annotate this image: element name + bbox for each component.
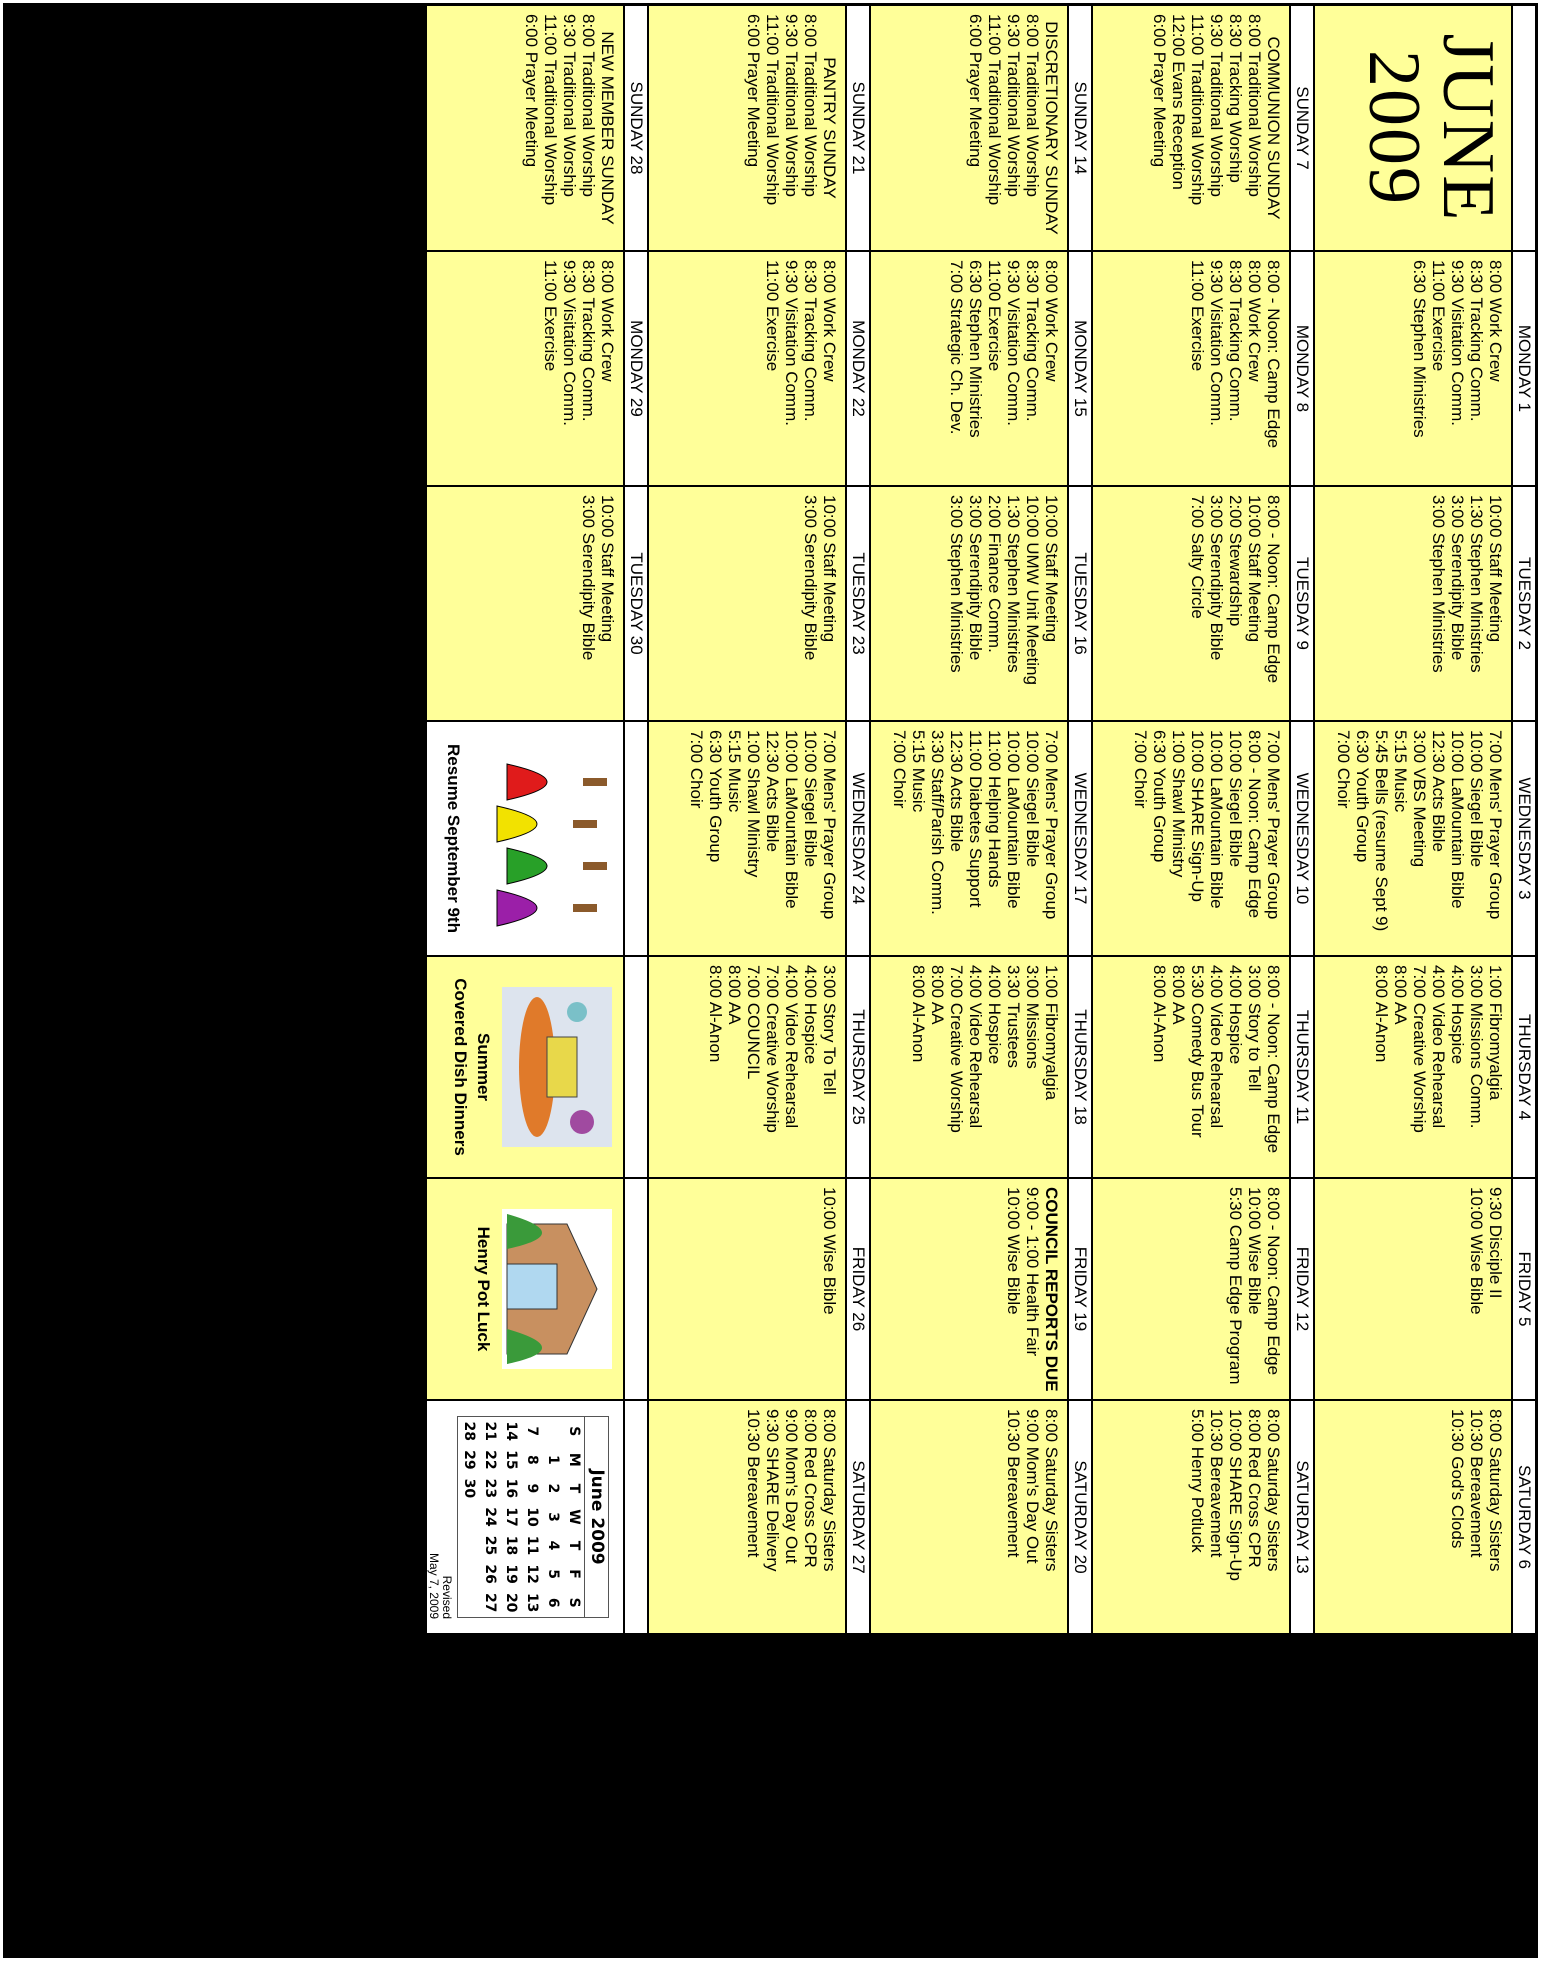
event-line: 9:00 Mom's Day Out	[782, 1409, 801, 1564]
event-line: 10:00 Staff Meeting	[598, 495, 617, 643]
event-line: 1:00 Fibromyalgia	[1042, 965, 1061, 1101]
event-line: 8:00 - Noon: Camp Edge	[1245, 730, 1264, 919]
revised-line: Revised	[440, 1575, 454, 1619]
event-line: 1:30 Stephen Ministries	[1004, 495, 1023, 673]
day-cell-wed	[1315, 722, 1511, 955]
day-header	[1513, 6, 1535, 250]
event-line: 4:00 Video Rehearsal	[782, 965, 801, 1129]
event-line: 3:00 Serendipity Bible	[966, 495, 985, 661]
event-line: 10:00 LaMountain Bible	[782, 730, 801, 909]
event-line: 7:00 Choir	[687, 730, 706, 809]
mini-day: 2	[545, 1483, 561, 1494]
event-line: 7:00 Creative Worship	[763, 965, 782, 1133]
event-line: 10:30 God's Clods	[1448, 1409, 1467, 1549]
event-line: 8:00 AA	[928, 965, 947, 1025]
event-line: 11:00 Traditional Worship	[541, 14, 560, 206]
event-line: 9:30 Traditional Worship	[560, 14, 579, 198]
event-line: 10:30 Bereavement	[1004, 1409, 1023, 1558]
day-cell-sun	[1315, 6, 1511, 250]
day-cell-sun	[649, 6, 845, 250]
day-cell-mon	[1315, 252, 1511, 485]
event-line: 6:00 Prayer Meeting	[522, 14, 541, 168]
day-cell-tue	[871, 487, 1067, 720]
event-line: 10:00 UMW Unit Meeting	[1023, 495, 1042, 685]
event-line: 8:00 Red Cross CPR	[1245, 1409, 1264, 1568]
event-line: 3:00 Stephen Ministries	[947, 495, 966, 673]
event-line: 12:30 Acts Bible	[1429, 730, 1448, 852]
day-header: SUNDAY 7	[1291, 6, 1313, 250]
month-title: JUNE	[1427, 33, 1509, 223]
sunday-title: DISCRETIONARY SUNDAY	[1042, 21, 1061, 235]
event-line: 8:00 Al-Anon	[1150, 965, 1169, 1063]
event-line: 10:00 LaMountain Bible	[1207, 730, 1226, 909]
day-cell-tue	[649, 487, 845, 720]
day-header: THURSDAY 11	[1291, 957, 1313, 1177]
day-cell-fri	[1093, 1179, 1289, 1399]
event-line: 3:00 Story To Tell	[820, 965, 839, 1095]
mini-day	[542, 1417, 563, 1446]
mini-day: 26	[482, 1564, 498, 1584]
day-cell-mon	[871, 252, 1067, 485]
event-line: 8:00 Saturday Sisters	[820, 1409, 839, 1572]
event-line: 10:30 Bereavement	[1467, 1409, 1486, 1558]
event-line: 8:30 Tracking Comm.	[1226, 260, 1245, 422]
event-line: 6:30 Stephen Ministries	[1410, 260, 1429, 438]
day-header: THURSDAY 25	[847, 957, 869, 1177]
sunday-title: PANTRY SUNDAY	[820, 57, 839, 199]
event-line: 11:00 Helping Hands	[985, 730, 1004, 888]
event-line: 6:30 Youth Group	[706, 730, 725, 863]
event-line: 8:00 Work Crew	[598, 260, 617, 382]
event-line: 4:00 Hospice	[985, 965, 1004, 1065]
mini-day: 30	[461, 1478, 477, 1499]
event-line: 3:00 Stephen Ministries	[1429, 495, 1448, 673]
event-line: 8:30 Tracking Comm.	[579, 260, 598, 422]
event-line: 10:00 Staff Meeting	[820, 495, 839, 643]
event-line: 10:00 Staff Meeting	[1042, 495, 1061, 643]
event-line: 6:00 Prayer Meeting	[744, 14, 763, 168]
mini-day: 29	[461, 1450, 477, 1470]
mini-day: 25	[482, 1535, 498, 1556]
mini-day: 21	[482, 1421, 498, 1442]
sunday-title: NEW MEMBER SUNDAY	[598, 31, 617, 225]
event-line: 10:00 Siegel Bible	[1467, 730, 1486, 868]
event-line: 8:00 Al-Anon	[706, 965, 725, 1063]
event-line: 8:00 - Noon: Camp Edge	[1264, 1187, 1283, 1376]
mini-day: 5	[545, 1569, 561, 1579]
mini-day: 3	[545, 1512, 561, 1522]
mini-day: 12	[524, 1564, 540, 1584]
day-header: WEDNESDAY 10	[1291, 722, 1313, 955]
day-header: TUESDAY 23	[847, 487, 869, 720]
day-cell-wed	[427, 722, 623, 955]
mini-day: 4	[545, 1540, 561, 1551]
day-cell-thu	[1093, 957, 1289, 1177]
day-cell-tue	[427, 487, 623, 720]
event-line: 8:00 Work Crew	[1486, 260, 1505, 382]
day-header: FRIDAY 26	[847, 1179, 869, 1399]
event-line: 9:00 Mom's Day Out	[1023, 1409, 1042, 1564]
day-header: THURSDAY 18	[1069, 957, 1091, 1177]
event-line: 8:00 AA	[1391, 965, 1410, 1025]
mini-weekday: S	[566, 1597, 582, 1608]
event-line: 4:00 Hospice	[801, 965, 820, 1065]
mini-weekday: M	[566, 1452, 582, 1467]
event-line: 3:00 Serendipity Bible	[1448, 495, 1467, 661]
event-line: 11:00 Traditional Worship	[763, 14, 782, 206]
day-header: FRIDAY 12	[1291, 1179, 1313, 1399]
mini-weekday: T	[566, 1540, 582, 1551]
event-line: 4:00 Video Rehearsal	[966, 965, 985, 1129]
event-line: 11:00 Traditional Worship	[985, 14, 1004, 206]
mini-day	[458, 1560, 479, 1589]
day-cell-sat	[1093, 1401, 1289, 1633]
event-line: 8:00 Work Crew	[1245, 260, 1264, 382]
event-line: 5:15 Music	[909, 730, 928, 813]
event-line: 7:00 Mens' Prayer Group	[1264, 730, 1283, 920]
day-cell-mon	[427, 252, 623, 485]
event-line: 6:30 Youth Group	[1353, 730, 1372, 863]
event-line: 6:30 Youth Group	[1150, 730, 1169, 863]
day-header: SUNDAY 14	[1069, 6, 1091, 250]
event-line: 11:00 Exercise	[985, 260, 1004, 372]
council-reports-due: COUNCIL REPORTS DUE	[1042, 1187, 1061, 1392]
day-header: SATURDAY 13	[1291, 1401, 1313, 1633]
day-header: FRIDAY 19	[1069, 1179, 1091, 1399]
event-line: 9:30 Visitation Comm.	[1448, 260, 1467, 426]
event-line: 10:00 LaMountain Bible	[1448, 730, 1467, 909]
event-line: 7:00 Choir	[1131, 730, 1150, 809]
event-line: 7:00 Creative Worship	[1410, 965, 1429, 1133]
day-header: THURSDAY 4	[1513, 957, 1535, 1177]
event-line: 10:00 Wise Bible	[820, 1187, 839, 1315]
day-header	[625, 957, 647, 1177]
event-line: 9:30 Traditional Worship	[782, 14, 801, 198]
covered-dish-icon	[497, 982, 617, 1152]
event-line: 10:00 SHARE Sign-Up	[1188, 730, 1207, 902]
event-line: 7:00 Choir	[890, 730, 909, 809]
day-cell-sun	[1093, 6, 1289, 250]
event-line: 7:00 COUNCIL	[744, 965, 763, 1080]
event-line: 5:00 Henry Potluck	[1188, 1409, 1207, 1553]
mini-weekday: T	[566, 1483, 582, 1494]
event-line: 8:00 - Noon: Camp Edge	[1264, 260, 1283, 449]
mini-day: 11	[524, 1535, 540, 1556]
event-line: 12:30 Acts Bible	[763, 730, 782, 852]
event-line: 1:00 Shawl Ministry	[1169, 730, 1188, 878]
event-line: 7:00 Choir	[1334, 730, 1353, 809]
chapel-bible-icon	[497, 1204, 617, 1374]
day-cell-wed	[1093, 722, 1289, 955]
event-line: 11:00 Exercise	[1188, 260, 1207, 372]
day-cell-thu	[427, 957, 623, 1177]
day-header: MONDAY 15	[1069, 252, 1091, 485]
event-line: 8:00 Traditional Worship	[1245, 14, 1264, 198]
event-line: 7:00 Mens' Prayer Group	[820, 730, 839, 920]
event-line: 8:00 AA	[1169, 965, 1188, 1025]
event-line: 8:00 - Noon: Camp Edge	[1264, 495, 1283, 684]
event-line: 8:00 - Noon: Camp Edge	[1264, 965, 1283, 1154]
event-line: 4:00 Hospice	[1226, 965, 1245, 1065]
day-header: SUNDAY 28	[625, 6, 647, 250]
event-line: 9:30 Visitation Comm.	[560, 260, 579, 426]
day-header: WEDNESDAY 17	[1069, 722, 1091, 955]
event-line: 9:30 Visitation Comm.	[1004, 260, 1023, 426]
mini-day: 14	[503, 1421, 519, 1442]
event-line: 8:00 Saturday Sisters	[1486, 1409, 1505, 1572]
mini-day: 18	[503, 1535, 519, 1556]
mini-day: 10	[524, 1507, 540, 1527]
event-line: 10:00 Siegel Bible	[1023, 730, 1042, 868]
event-line: 9:30 SHARE Delivery	[763, 1409, 782, 1572]
day-cell-mon	[649, 252, 845, 485]
day-header	[625, 722, 647, 955]
day-cell-sat	[871, 1401, 1067, 1633]
mini-day	[458, 1531, 479, 1560]
day-header: TUESDAY 16	[1069, 487, 1091, 720]
event-line: 5:30 Comedy Bus Tour	[1188, 965, 1207, 1138]
day-cell-sat	[649, 1401, 845, 1633]
event-line: 4:00 Hospice	[1448, 965, 1467, 1065]
event-line: 7:00 Mens' Prayer Group	[1486, 730, 1505, 920]
day-header: SATURDAY 27	[847, 1401, 869, 1633]
event-line: 3:00 Serendipity Bible	[801, 495, 820, 661]
day-header: TUESDAY 30	[625, 487, 647, 720]
event-line: 10:00 Staff Meeting	[1245, 495, 1264, 643]
event-line: 8:00 Work Crew	[820, 260, 839, 382]
event-line: 8:00 Al-Anon	[909, 965, 928, 1063]
event-line: 9:30 Visitation Comm.	[782, 260, 801, 426]
day-header: SATURDAY 6	[1513, 1401, 1535, 1633]
event-line: 11:00 Exercise	[541, 260, 560, 372]
day-header: TUESDAY 9	[1291, 487, 1313, 720]
day-header: MONDAY 1	[1513, 252, 1535, 485]
day-cell-wed	[871, 722, 1067, 955]
event-line: 9:00 - 1:00 Health Fair	[1023, 1187, 1042, 1357]
handbells-icon	[467, 744, 617, 934]
day-cell-tue	[1315, 487, 1511, 720]
mini-day: 13	[524, 1592, 540, 1613]
revised-line: May 7, 2009	[427, 1552, 441, 1619]
day-header: TUESDAY 2	[1513, 487, 1535, 720]
event-line: 10:00 LaMountain Bible	[1004, 730, 1023, 909]
event-line: 10:30 Bereavement	[744, 1409, 763, 1558]
mini-weekday: S	[566, 1426, 582, 1437]
mini-calendar-title: June 2009	[584, 1417, 608, 1617]
day-cell-tue	[1093, 487, 1289, 720]
event-line: 9:30 Visitation Comm.	[1207, 260, 1226, 426]
day-header	[625, 1179, 647, 1399]
mini-day: 9	[524, 1483, 540, 1494]
day-cell-fri	[1315, 1179, 1511, 1399]
event-line: 10:00 Siegel Bible	[801, 730, 820, 868]
event-line: 8:30 Tracking Comm.	[1467, 260, 1486, 422]
event-line: 2:00 Stewardship	[1226, 495, 1245, 627]
event-line: 6:00 Prayer Meeting	[1150, 14, 1169, 168]
mini-day	[458, 1503, 479, 1532]
mini-day: 16	[503, 1478, 519, 1499]
mini-day: 15	[503, 1450, 519, 1470]
event-line: 9:30 Traditional Worship	[1004, 14, 1023, 198]
day-cell-sat	[427, 1401, 623, 1633]
day-cell-sun	[871, 6, 1067, 250]
event-line: 10:00 Wise Bible	[1467, 1187, 1486, 1315]
day-header	[625, 1401, 647, 1633]
event-line: 8:00 Al-Anon	[1372, 965, 1391, 1063]
event-line: 5:45 Bells (resume Sept 9)	[1372, 730, 1391, 932]
event-line: 11:00 Traditional Worship	[1188, 14, 1207, 206]
mini-weekday: W	[566, 1509, 582, 1525]
day-cell-sat	[1315, 1401, 1511, 1633]
event-line: 11:00 Exercise	[1429, 260, 1448, 372]
day-cell-thu	[1315, 957, 1511, 1177]
sunday-title: COMMUNION SUNDAY	[1264, 36, 1283, 220]
event-line: 8:00 Work Crew	[1042, 260, 1061, 382]
event-line: 4:00 Video Rehearsal	[1207, 965, 1226, 1129]
event-line: 3:00 Missions	[1023, 965, 1042, 1069]
event-line: 8:00 Saturday Sisters	[1264, 1409, 1283, 1572]
event-line: 8:00 Traditional Worship	[1023, 14, 1042, 198]
event-line: 10:00 Siegel Bible	[1226, 730, 1245, 868]
event-line: 3:30 Trustees	[1004, 965, 1023, 1069]
day-header: SATURDAY 20	[1069, 1401, 1091, 1633]
mini-day: 23	[482, 1478, 498, 1499]
event-line: 8:30 Tracking Comm.	[801, 260, 820, 422]
day-header: MONDAY 22	[847, 252, 869, 485]
event-line: 7:00 Strategic Ch. Dev.	[947, 260, 966, 435]
event-line: 5:15 Music	[1391, 730, 1410, 813]
day-header: WEDNESDAY 3	[1513, 722, 1535, 955]
event-line: 12:00 Evans Reception	[1169, 14, 1188, 190]
mini-day	[458, 1588, 479, 1617]
henry-potluck-caption: Henry Pot Luck	[474, 1226, 493, 1352]
event-line: 11:00 Exercise	[763, 260, 782, 372]
day-cell-wed	[649, 722, 845, 955]
event-line: 8:00 Red Cross CPR	[801, 1409, 820, 1568]
day-header: MONDAY 8	[1291, 252, 1313, 485]
event-line: 8:30 Tracking Comm.	[1023, 260, 1042, 422]
event-line: 3:00 Missions Comm.	[1467, 965, 1486, 1129]
event-line: 3:30 Staff/Parish Comm.	[928, 730, 947, 915]
event-line: 10:00 Wise Bible	[1004, 1187, 1023, 1315]
event-line: 8:00 AA	[725, 965, 744, 1025]
event-line: 10:00 Staff Meeting	[1486, 495, 1505, 643]
event-line: 3:00 Story to Tell	[1245, 965, 1264, 1092]
mini-day: 6	[545, 1597, 561, 1608]
event-line: 3:00 VBS Meeting	[1410, 730, 1429, 868]
mini-day: 24	[482, 1507, 498, 1527]
event-line: 6:30 Stephen Ministries	[966, 260, 985, 438]
day-header: FRIDAY 5	[1513, 1179, 1535, 1399]
event-line: 7:00 Mens' Prayer Group	[1042, 730, 1061, 920]
event-line: 3:00 Serendipity Bible	[579, 495, 598, 661]
day-cell-sun	[427, 6, 623, 250]
day-header: WEDNESDAY 24	[847, 722, 869, 955]
day-header: SUNDAY 21	[847, 6, 869, 250]
mini-day: 22	[482, 1450, 498, 1470]
event-line: 10:30 Bereavement	[1207, 1409, 1226, 1558]
day-cell-thu	[871, 957, 1067, 1177]
event-line: 8:30 Tracking Worship	[1226, 14, 1245, 183]
event-line: 5:15 Music	[725, 730, 744, 813]
event-line: 5:30 Camp Edge Program	[1226, 1187, 1245, 1385]
calendar-grid	[3, 3, 1538, 1958]
day-cell-fri	[427, 1179, 623, 1399]
mini-calendar	[457, 1416, 609, 1618]
day-cell-fri	[871, 1179, 1067, 1399]
event-line: 9:30 Disciple II	[1486, 1187, 1505, 1299]
event-line: 2:00 Finance Comm.	[985, 495, 1004, 653]
mini-day: 20	[503, 1592, 519, 1613]
event-line: 12:30 Acts Bible	[947, 730, 966, 852]
day-cell-thu	[649, 957, 845, 1177]
event-line: 8:00 Traditional Worship	[801, 14, 820, 198]
mini-day: 7	[524, 1426, 540, 1437]
event-line: 10:00 Wise Bible	[1245, 1187, 1264, 1315]
mini-day: 27	[482, 1592, 498, 1613]
day-cell-mon	[1093, 252, 1289, 485]
event-line: 10:00 SHARE Sign-Up	[1226, 1409, 1245, 1581]
event-line: 11:00 Diabetes Support	[966, 730, 985, 908]
mini-weekday: F	[566, 1569, 582, 1579]
mini-day: 1	[545, 1454, 561, 1465]
event-line: 6:00 Prayer Meeting	[966, 14, 985, 168]
day-cell-fri	[649, 1179, 845, 1399]
event-line: 8:00 Saturday Sisters	[1042, 1409, 1061, 1572]
bells-caption: Resume September 9th	[444, 744, 463, 933]
mini-day: 17	[503, 1507, 519, 1527]
year-title: 2009	[1353, 50, 1435, 206]
covered-dish-caption: Summer	[474, 1032, 493, 1102]
event-line: 7:00 Creative Worship	[947, 965, 966, 1133]
event-line: 7:00 Salty Circle	[1188, 495, 1207, 619]
event-line: 9:30 Traditional Worship	[1207, 14, 1226, 198]
event-line: 1:00 Fibromyalgia	[1486, 965, 1505, 1101]
event-line: 1:00 Shawl Ministry	[744, 730, 763, 878]
event-line: 3:00 Serendipity Bible	[1207, 495, 1226, 661]
mini-day: 19	[503, 1564, 519, 1584]
mini-day: 8	[524, 1454, 540, 1465]
day-header: MONDAY 29	[625, 252, 647, 485]
revised-note	[427, 1409, 453, 1625]
event-line: 1:30 Stephen Ministries	[1467, 495, 1486, 673]
event-line: 4:00 Video Rehearsal	[1429, 965, 1448, 1129]
event-line: 8:00 Traditional Worship	[579, 14, 598, 198]
mini-day: 28	[461, 1421, 477, 1442]
covered-dish-caption: Covered Dish Dinners	[451, 978, 470, 1156]
